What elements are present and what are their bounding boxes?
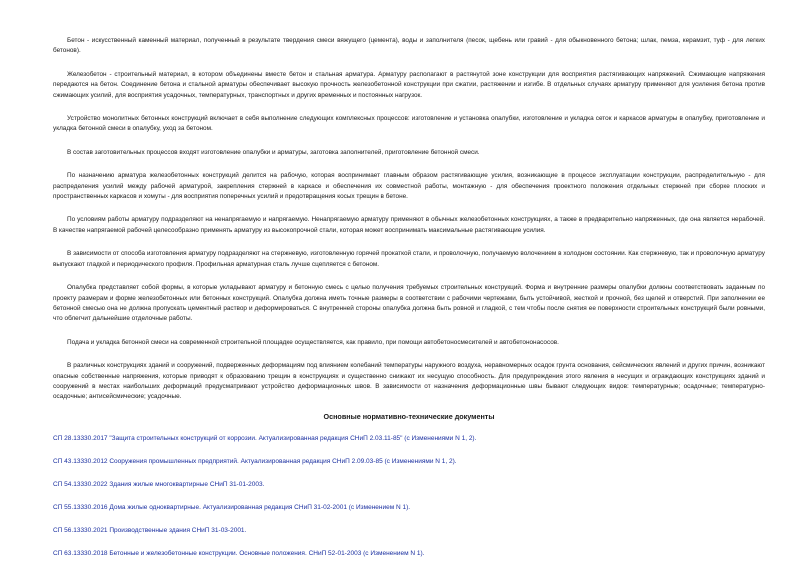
doc-link-sp-28[interactable]: СП 28.13330.2017 "Защита строительных конструкций от коррозии. Актуализированная редакция СНиП 2.03.11-85" (с Изменениями N 1, 2). [53,434,477,442]
doc-link-sp-56[interactable]: СП 56.13330.2021 Производственные здания СНиП 31-03-2001. [53,526,247,534]
paragraph-expansion-joints: В различных конструкциях зданий и сооружений, подверженных деформациям под влиянием колебаний температуры наружного воздуха, неравномерных осадок грунта основания, сейсмических явлений и других причин, возникают опасные собственные напряжения, которые приводят к образованию трещин в конструкциях и существенно снижают их несущую способность. Для предупреждения этого явления в несущих и ограждающих конструкциях зданий и сооружений в местах наибольших деформаций предусматривают устройство деформационных швов. В зависимости от назначения деформационные швы бывают следующих видов: температурные; осадочные; температурно-осадочные; антисейсмические; усадочные. [53,362,765,401]
doc-link-sp-54[interactable]: СП 54.13330.2022 Здания жилые многоквартирные СНиП 31-01-2003. [53,480,265,488]
paragraph-reinforcement-manufacturing: В зависимости от способа изготовления арматуру подразделяют на стержневую, изготовленную горячей прокаткой стали, и проволочную, получаемую волочением в холодном состоянии. Как стержневую, так и проволочную арматуру выпускают гладкой и периодического профиля. Профильная арматурная сталь лучше сцепляется с бетоном. [53,250,765,268]
paragraph-concrete-delivery: Подача и укладка бетонной смеси на современной строительной площадке осуществляется, как правило, при помощи автобетоносмесителей и автобетононасосов. [67,338,559,346]
doc-link-sp-55[interactable]: СП 55.13330.2016 Дома жилые одноквартирные. Актуализированная редакция СНиП 31-02-2001 (с Изменением N 1). [53,503,411,511]
document-page [53,36,765,572]
paragraph-preparation-processes: В состав заготовительных процессов входят изготовление опалубки и арматуры, заготовка заполнителей, приготовление бетонной смеси. [67,148,480,156]
paragraph-reinforcement-conditions: По условиям работы арматуру подразделяют на ненапрягаемую и напрягаемую. Ненапрягаемую арматуру применяют в обычных железобетонных конструкциях, а также в предварительно напряженных, где она является нерабочей. В качестве напрягаемой рабочей целесообразно применять арматуру из высокопрочной стали, которая может воспринимать максимальные растягивающие усилия. [53,216,765,234]
paragraph-monolithic-processes: Устройство монолитных бетонных конструкций включает в себя выполнение следующих комплексных процессов: изготовление и установка опалубки, изготовление и укладка сеток и каркасов арматуры в опалубку, приготовление и укладка бетонной смеси в опалубку, уход за бетоном. [53,115,765,133]
section-heading: Основные нормативно-технические документы [323,411,495,421]
paragraph-reinforcement-purpose: По назначению арматура железобетонных конструкций делится на рабочую, которая воспринимает главным образом растягивающие усилия, возникающие в процессе эксплуатации конструкции, распределительную - для распределения усилий между рабочей арматурой, закрепления стержней в каркасе и обеспечения их совместной работы, монтажную - для обеспечения проектного положения отдельных стержней при сборке плоских и пространственных каркасов и хомуты - для восприятия поперечных усилий и предотвращения косых трещин в бетоне. [53,172,765,201]
paragraph-concrete-definition: Бетон - искусственный каменный материал, полученный в результате твердения смеси вяжущего (цемента), воды и заполнителя (песок, щебень или гравий - для обыкновенного бетона; шлак, пемза, керамзит, туф - для легких бетонов). [53,37,765,55]
paragraph-formwork: Опалубка представляет собой формы, в которые укладывают арматуру и бетонную смесь с целью получения требуемых строительных конструкций. Форма и внутренние размеры опалубки должны соответствовать заданным по проекту размерам и форме железобетонных или бетонных конструкций. Опалубка должна иметь точные размеры в соответствии с рабочими чертежами, быть устойчивой, жесткой и прочной, без щелей и отверстий. При заполнении ее бетонной смесью она не должна пропускать цементный раствор и деформироваться. С внутренней стороны опалубка должна быть ровной и гладкой, с тем чтобы после снятия ее поверхности строительных конструкций были ровными, что облегчит дальнейшие отделочные работы. [53,284,765,323]
paragraph-reinforced-concrete: Железобетон - строительный материал, в котором объединены вместе бетон и стальная арматура. Арматуру располагают в растянутой зоне конструкции для восприятия растягивающих напряжений. Сжимающие напряжения передаются на бетон. Соединение бетона и стальной арматуры обеспечивает высокую прочность железобетонной конструкции при сжатии, растяжении и изгибе. В отдельных случаях арматуру применяют для усиления бетона против сжимающих усилий, для восприятия усадочных, температурных, транспортных и других временных и постоянных нагрузок. [53,70,765,99]
doc-link-sp-43[interactable]: СП 43.13330.2012 Сооружения промышленных предприятий. Актуализированная редакция СНиП 2.09.03-85 (с Изменениями N 1, 2). [53,457,457,465]
doc-link-sp-63[interactable]: СП 63.13330.2018 Бетонные и железобетонные конструкции. Основные положения. СНиП 52-01-2003 (с Изменением N 1). [53,549,425,557]
